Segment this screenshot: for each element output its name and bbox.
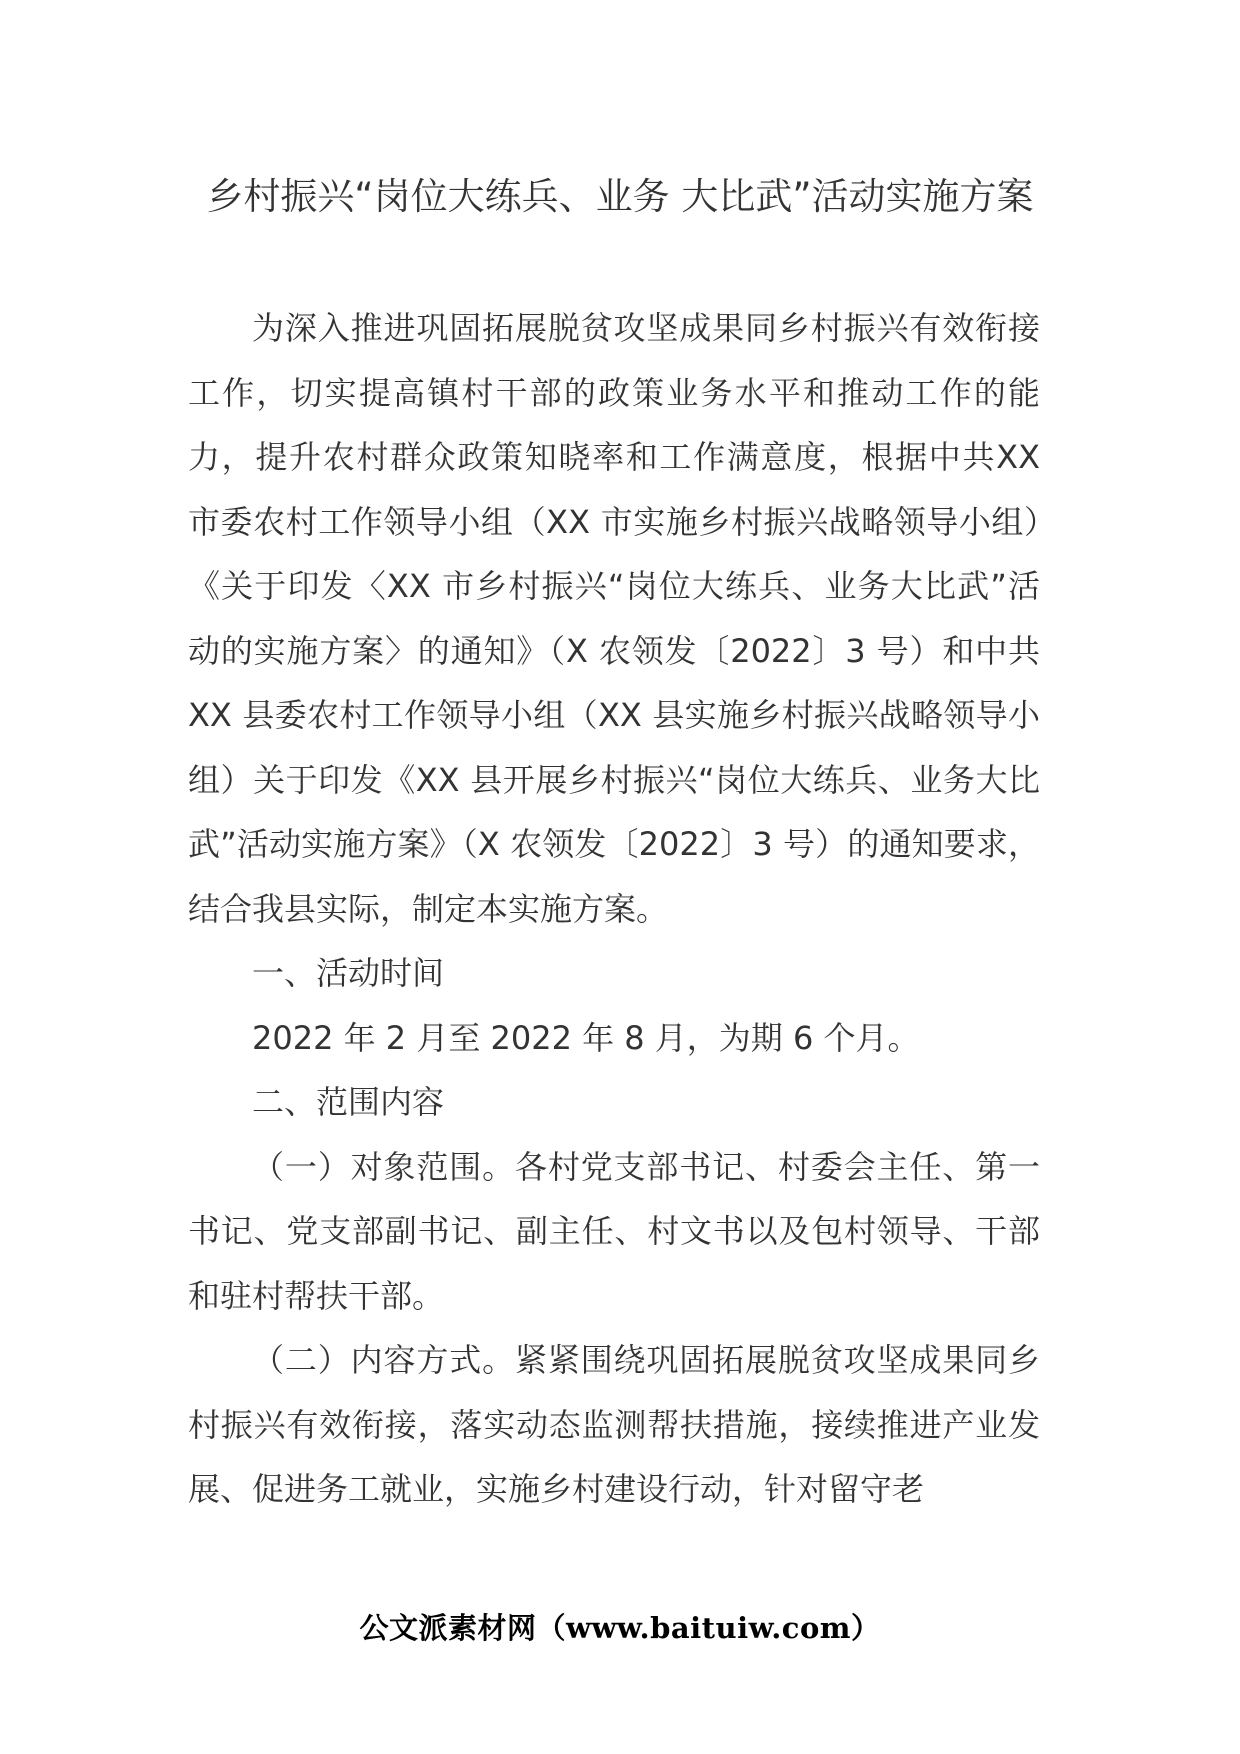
document-body — [188, 296, 1040, 1522]
intro-paragraph: 为深入推进巩固拓展脱贫攻坚成果同乡村振兴有效衔接工作，切实提高镇村干部的政策业务水平和推动工作的能力，提升农村群众政策知晓率和工作满意度，根据中共XX 市委农村工作领导小组（XX 市实施乡村振兴战略领导小组）《关于印发〈XX 市乡村振兴“岗位大练兵、业务大比武”活动的实施方案〉的通知》（X 农领发〔2022〕3 号）和中共 XX 县委农村工作领导小组（XX 县实施乡村振兴战略领导小组）关于印发《XX 县开展乡村振兴“岗位大练兵、业务大比武”活动实施方案》（X 农领发〔2022〕3 号）的通知要求，结合我县实际，制定本实施方案。 — [188, 309, 1040, 928]
scope-item-2: （二）内容方式。紧紧围绕巩固拓展脱贫攻坚成果同乡村振兴有效衔接，落实动态监测帮扶措施，接续推进产业发展、促进务工就业，实施乡村建设行动，针对留守老 — [188, 1341, 1040, 1508]
section-heading-activity-time: 一、活动时间 — [252, 954, 445, 992]
footer-watermark: 公文派素材网（www.baituiw.com） — [359, 1611, 881, 1645]
scope-item-1: （一）对象范围。各村党支部书记、村委会主任、第一书记、党支部副书记、副主任、村文书以及包村领导、干部和驻村帮扶干部。 — [188, 1147, 1040, 1315]
activity-time-text: 2022 年 2 月至 2022 年 8 月，为期 6 个月。 — [252, 1018, 920, 1057]
document-title: 乡村振兴“岗位大练兵、业务 大比武”活动实施方案 — [206, 175, 1034, 218]
section-heading-scope-content: 二、范围内容 — [252, 1083, 445, 1121]
